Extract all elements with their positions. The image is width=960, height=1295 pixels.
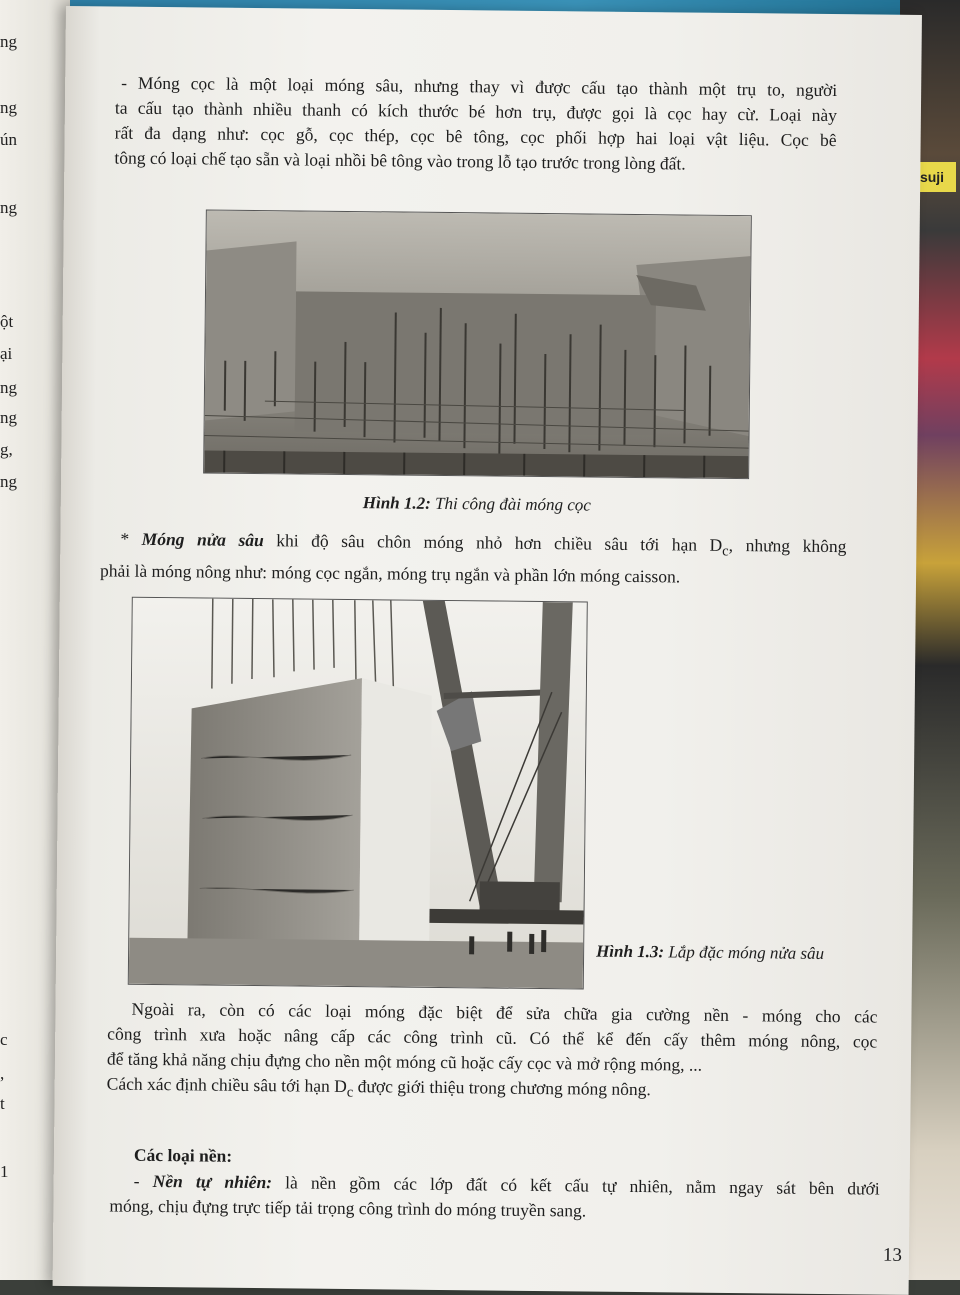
paragraph-pile-foundation <box>114 71 837 179</box>
text-line: phải là móng nông như: móng cọc ngắn, móng trụ ngắn và phần lớn móng caisson. <box>100 558 846 591</box>
paragraph-semi-deep-foundation <box>100 526 847 590</box>
figure-1-3-photo <box>128 597 588 990</box>
bold-term: Nền tự nhiên: <box>153 1171 273 1192</box>
left-fragment: ún <box>0 130 17 150</box>
book-page <box>53 6 922 1295</box>
text-line: Cách xác định chiều sâu tới hạn $D_c$ được giới thiệu trong chương móng nông. <box>107 1071 877 1111</box>
text-line: - Móng cọc là một loại móng sâu, nhưng thay vì được cấu tạo thành một trụ to, người <box>115 71 837 104</box>
text-line: * Móng nửa sâu khi độ sâu chôn móng nhỏ hơn chiều sâu tới hạn $D_c$, nhưng không <box>100 526 846 565</box>
text-line: ta cấu tạo thành nhiều thanh có kích thước bé hơn trụ, được gọi là cọc hay cừ. Loại này <box>115 96 837 129</box>
semi-deep-foundation-image <box>129 598 587 989</box>
figure-caption-text: Lắp đặc móng nửa sâu <box>664 942 824 963</box>
construction-site-image <box>204 210 751 478</box>
left-fragment: c <box>0 1030 8 1050</box>
figure-1-2-photo <box>203 209 752 479</box>
left-fragment: ng <box>0 378 17 398</box>
text-line: Ngoài ra, còn có các loại móng đặc biệt để sửa chữa gia cường nền - móng cho các <box>107 996 877 1029</box>
left-fragment: , <box>0 1064 4 1084</box>
section-heading: Các loại nền: <box>134 1143 834 1175</box>
left-fragment: ng <box>0 198 17 218</box>
text-line: rất đa dạng như: cọc gỗ, cọc thép, cọc bê tông, cọc phối hợp hai loại vật liệu. Cọc bê <box>115 121 837 154</box>
left-fragment: ng <box>0 472 17 492</box>
left-fragment: ng <box>0 98 17 118</box>
left-fragment: ột <box>0 312 13 332</box>
figure-1-2-caption <box>363 493 591 515</box>
left-fragment: ại <box>0 344 12 364</box>
figure-label: Hình 1.2: <box>363 493 431 513</box>
text-line: để tăng khả năng chịu đựng cho nền một móng cũ hoặc cấy cọc và mở rộng móng, ... <box>107 1046 877 1079</box>
paragraph-natural-soil <box>109 1169 879 1227</box>
figure-caption-text: Thi công đài móng cọc <box>431 494 591 515</box>
paragraph-special-foundations <box>107 996 878 1111</box>
bold-term: Móng nửa sâu <box>142 529 264 550</box>
figure-1-3-caption <box>596 942 824 964</box>
page-number: 13 <box>883 1245 902 1267</box>
left-fragment: ng <box>0 32 17 52</box>
text-line: công trình xưa hoặc nâng cấp các công trình cũ. Có thể kể đến cấy thêm móng nông, cọc <box>107 1021 877 1054</box>
left-fragment: 1 <box>0 1162 9 1182</box>
text-line: móng, chịu đựng trực tiếp tải trọng công trình do móng truyền sang. <box>109 1194 879 1227</box>
background-book-label: suji <box>908 162 956 192</box>
text-line: - Nền tự nhiên: là nền gồm các lớp đất có kết cấu tự nhiên, nằm ngay sát bên dưới <box>110 1169 880 1202</box>
left-fragment: ng <box>0 408 17 428</box>
figure-label: Hình 1.3: <box>596 942 664 962</box>
text-line: tông có loại chế tạo sẵn và loại nhồi bê tông vào trong lỗ tạo trước trong lòng đất. <box>114 146 836 179</box>
left-fragment: g, <box>0 440 13 460</box>
left-fragment: t <box>0 1094 5 1114</box>
